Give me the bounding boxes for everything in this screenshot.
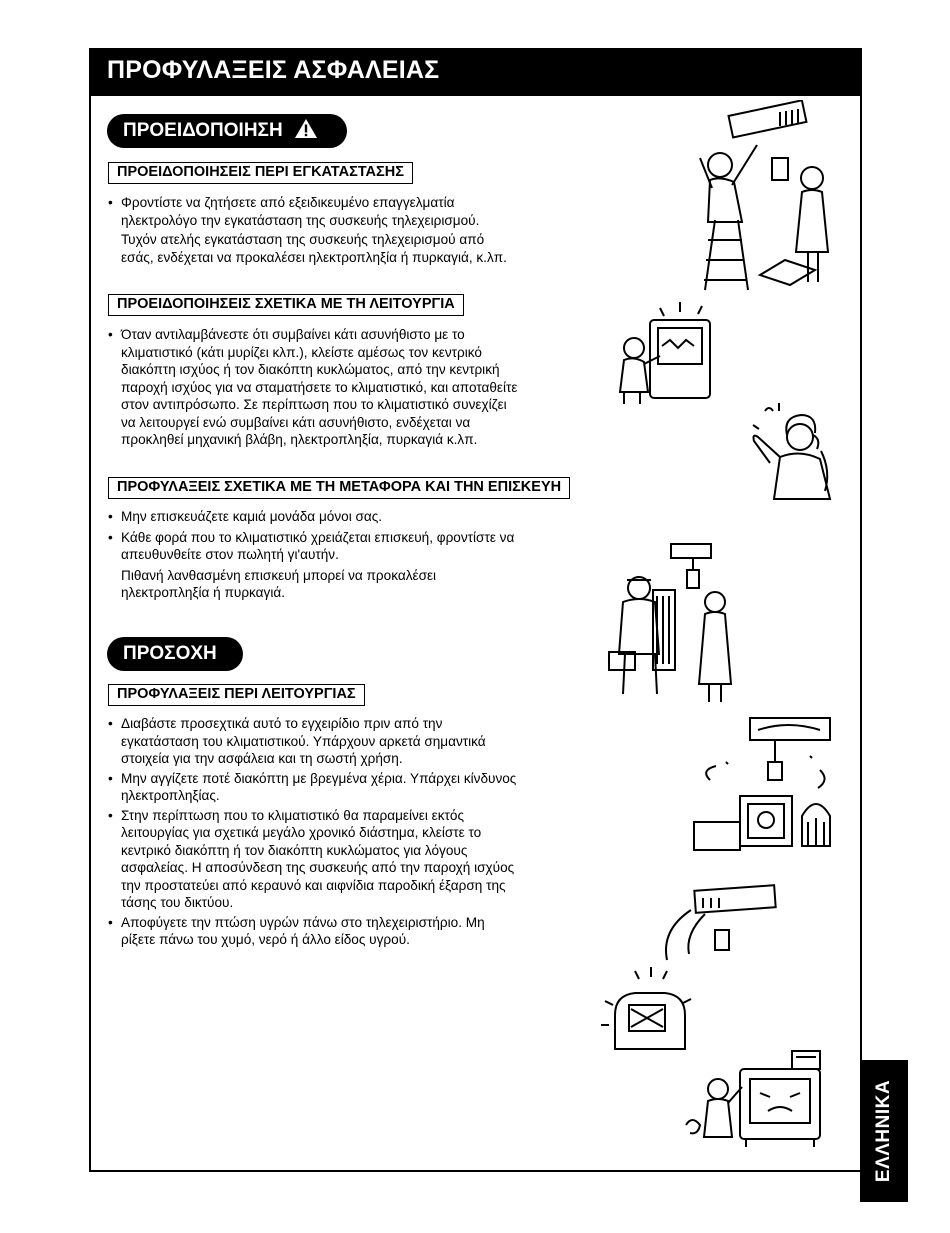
warning-badge <box>107 114 347 148</box>
text-line: απευθυνθείτε στον πωλητή γι'αυτήν. <box>121 547 339 562</box>
warning-label: ΠΡΟΕΙΔΟΠΟΙΗΣΗ <box>123 120 283 141</box>
text-line: • Όταν αντιλαμβάνεστε ότι συμβαίνει κάτι ασυνήθιστο με το <box>121 327 465 342</box>
text-line: Τυχόν ατελής εγκατάσταση της συσκευής τηλεχειρισμού από <box>121 232 485 247</box>
text-line: τάσης του δικτύου. <box>121 895 234 910</box>
text-line: κεντρικό διακόπτη ή τον διακόπτη κυκλώματος για λόγους <box>121 842 468 858</box>
text-line: • Διαβάστε προσεχτικά αυτό το εγχειρίδιο πριν από την <box>121 716 443 731</box>
operation-caution-text <box>108 715 516 949</box>
text-line: ηλεκτροπληξίας. <box>121 788 220 803</box>
text-line: ρίξετε πάνω του χυμό, νερό ή άλλο είδος υγρού. <box>121 932 410 947</box>
angry-unit-illustration <box>680 1045 840 1150</box>
list-item <box>108 715 516 768</box>
text-line: εγκατάσταση του κλιματιστικού. Υπάρχουν αρκετά σημαντικά <box>121 733 486 749</box>
text-line: • Φροντίστε να ζητήσετε από εξειδικευμένο επαγγελματία <box>121 195 455 210</box>
operation-warning-heading: ΠΡΟΕΙΔΟΠΟΙΗΣΕΙΣ ΣΧΕΤΙΚΑ ΜΕ ΤΗ ΛΕΙΤΟΥΡΓΙΑ <box>108 294 464 316</box>
phone-call-illustration <box>735 395 845 505</box>
caution-label: ΠΡΟΣΟΧΗ <box>123 643 217 664</box>
caution-badge <box>107 637 243 671</box>
transport-heading: ΠΡΟΦΥΛΑΞΕΙΣ ΣΧΕΤΙΚΑ ΜΕ ΤΗ ΜΕΤΑΦΟΡΑ ΚΑΙ ΤΗΝ ΕΠΙΣΚΕΥΗ <box>108 477 570 499</box>
text-line: • Αποφύγετε την πτώση υγρών πάνω στο τηλεχειριστήριο. Μη <box>121 914 485 930</box>
list-item <box>108 508 514 526</box>
list-item <box>108 914 516 949</box>
text-line: εσάς, ενδέχεται να προκαλέσει ηλεκτροπληξία ή πυρκαγιά, κ.λπ. <box>121 249 507 265</box>
operation-warning-text <box>108 326 517 449</box>
text-line: την προστατεύει από κεραυνό και αιφνίδια παροδική έξαρση της <box>121 877 506 893</box>
list-item <box>108 529 514 564</box>
text-line: Πιθανή λανθασμένη επισκευή μπορεί να προκαλέσει <box>121 567 437 583</box>
text-line: λειτουργίας για σχετικά μεγάλο χρονικό διάστημα, κλείστε το <box>121 825 482 840</box>
text-line: να λειτουργεί ενώ συμβαίνει κάτι ασυνήθιστο, ενδέχεται να <box>121 414 471 430</box>
text-line: στον αντιπρόσωπο. Σε περίπτωση που το κλιματιστικό συνεχίζει <box>121 397 507 412</box>
paragraph <box>108 231 507 266</box>
text-line: προκληθεί μηχανική βλάβη, ηλεκτροπληξία, πυρκαγιά κ.λπ. <box>121 432 478 447</box>
installation-text <box>108 194 507 266</box>
page-title: ΠΡΟΦΥΛΑΞΕΙΣ ΑΣΦΑΛΕΙΑΣ <box>107 56 440 84</box>
text-line: • Μην επισκευάζετε καμιά μονάδα μόνοι σας. <box>121 509 383 524</box>
text-line: παροχή ισχύος για να σταματήσετε το κλιματιστικό, και αποταθείτε <box>121 379 518 395</box>
text-line: ασφαλείας. Η αποσύνδεση της συσκευής από την παροχή ισχύος <box>121 860 515 875</box>
unusual-smell-illustration <box>610 298 730 408</box>
text-line: στοιχεία για την ασφάλεια και τη σωστή χρήση. <box>121 751 403 766</box>
title-bar <box>89 48 862 96</box>
transport-text <box>108 508 514 602</box>
warning-triangle-icon <box>294 117 318 151</box>
text-line: • Κάθε φορά που το κλιματιστικό χρειάζεται επισκευή, φροντίστε να <box>121 529 515 545</box>
installation-illustration <box>690 100 845 295</box>
list-item <box>108 326 517 449</box>
text-line: διακόπτη ισχύος ή τον διακόπτη κυκλώματος, από την κεντρική <box>121 362 500 377</box>
language-label: ΕΛΛΗΝΙΚΑ <box>873 1079 894 1183</box>
installation-heading: ΠΡΟΕΙΔΟΠΟΙΗΣΕΙΣ ΠΕΡΙ ΕΓΚΑΤΑΣΤΑΣΗΣ <box>108 162 413 184</box>
list-item <box>108 194 507 229</box>
text-line: • Μην αγγίζετε ποτέ διακόπτη με βρεγμένα χέρια. Υπάρχει κίνδυνος <box>121 770 517 786</box>
list-item <box>108 770 516 805</box>
list-item <box>108 807 516 912</box>
paragraph <box>108 567 514 602</box>
text-line: ηλεκτροπληξία ή πυρκαγιά. <box>121 585 285 600</box>
operation-caution-heading: ΠΡΟΦΥΛΑΞΕΙΣ ΠΕΡΙ ΛΕΙΤΟΥΡΓΙΑΣ <box>108 684 365 706</box>
liquid-spill-illustration <box>655 880 780 965</box>
text-line: ηλεκτρολόγο την εγκατάσταση της συσκευής τηλεχειρισμού. <box>121 212 480 228</box>
text-line: • Στην περίπτωση που το κλιματιστικό θα παραμείνει εκτός <box>121 807 464 823</box>
text-line: κλιματιστικό (κάτι μυρίζει κλπ.), κλείστε αμέσως τον κεντρικό <box>121 344 482 360</box>
language-tab <box>860 1060 908 1202</box>
unplug-illustration <box>690 710 840 870</box>
repair-illustration <box>605 540 735 710</box>
